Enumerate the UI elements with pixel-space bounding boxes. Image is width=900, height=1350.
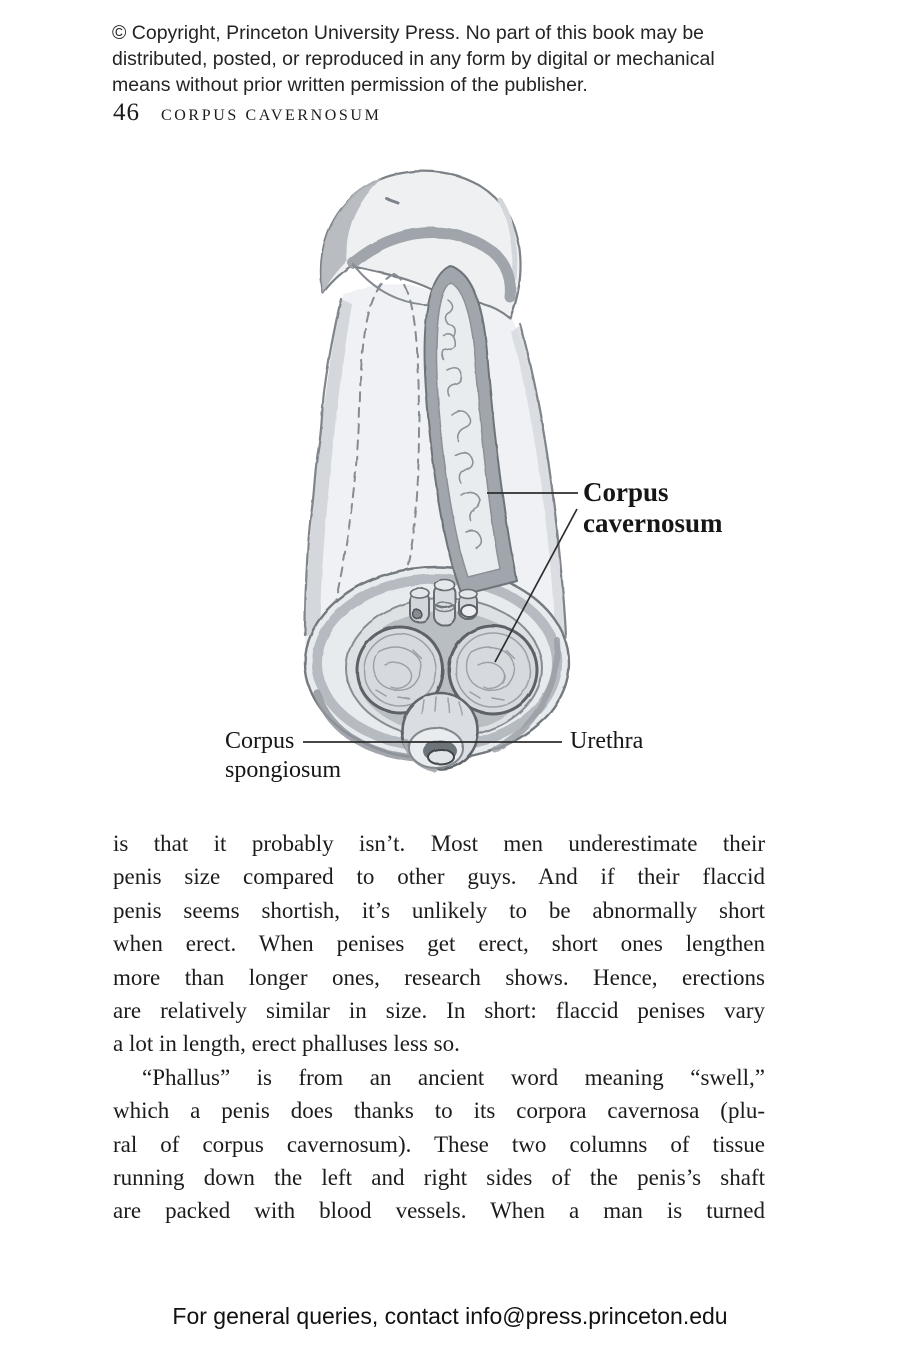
label-line: cavernosum [583,508,723,538]
text-line: “Phallus” is from an ancient word meaning “swell,” [142,1064,765,1090]
label-urethra: Urethra [570,728,644,754]
text-line: running down the left and right sides of the penis’s shaft [113,1164,765,1190]
label-corpus-spongiosum [225,727,341,784]
text-line: are relatively similar in size. In short: flaccid penises vary [113,997,765,1023]
text-line: penis seems shortish, it’s unlikely to be abnormally short [113,897,765,923]
copyright-line: © Copyright, Princeton University Press. No part of this book may be [112,22,705,44]
label-line: Corpus [583,477,669,507]
paragraph [113,1061,765,1228]
text-line: more than longer ones, research shows. Hence, erections [113,964,765,990]
label-line: Corpus [225,728,295,754]
body-text [113,827,765,1228]
page-number: 46 [113,99,140,126]
text-line: which a penis does thanks to its corpora cavernosa (plu- [113,1098,765,1124]
page-footer: For general queries, contact info@press.princeton.edu [172,1303,728,1329]
running-header [113,99,381,127]
copyright-line: means without prior written permission of the publisher. [112,74,588,96]
running-title: CORPUS CAVERNOSUM [161,107,382,124]
copyright-notice [112,20,812,98]
copyright-line: distributed, posted, or reproduced in any form by digital or mechanical [112,48,715,70]
pencil-drawing [305,171,569,769]
text-line: is that it probably isn’t. Most men underestimate their [113,831,765,856]
label-corpus-cavernosum [583,477,722,539]
paragraph [113,827,765,1061]
text-line: are packed with blood vessels. When a man is turned [113,1198,765,1224]
text-line: when erect. When penises get erect, short ones lengthen [113,931,765,957]
text-line: a lot in length, erect phalluses less so. [113,1031,460,1057]
corpus-spongiosum-bulb [402,693,478,769]
label-line: spongiosum [225,756,342,783]
text-line: penis size compared to other guys. And if their flaccid [113,864,765,890]
text-line: ral of corpus cavernosum). These two columns of tissue [113,1131,765,1157]
